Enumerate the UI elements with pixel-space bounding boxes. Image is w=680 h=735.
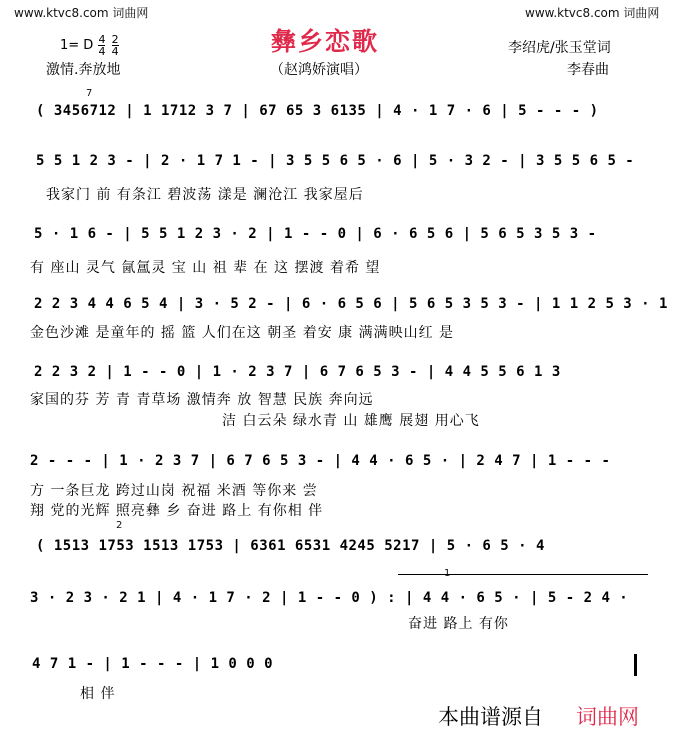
final-barline [634,654,637,676]
octave-mark-7: 7 [86,88,93,99]
tempo-marking: 激情.奔放地 [46,62,121,78]
notation-row-3: 5 · 1 6 - | 5 5 1 2 3 · 2 | 1 - - 0 | 6 · 6 5 6 | 5 6 5 3 5 3 - [34,226,597,242]
lyrics-row-8: 奋进 路上 有你 [408,616,509,632]
key-signature: 1= D [60,38,94,53]
notation-row-1: ( 3456712 | 1 1712 3 7 | 67 65 3 6135 | 4 · 1 7 · 6 | 5 - - - ) [36,103,599,119]
time-signature-2-4: $\frac{2}{4}$ [111,33,119,58]
footer-brand: 词曲网 [576,705,639,729]
notation-row-9: 4 7 1 - | 1 - - - | 1 0 0 0 [32,656,274,672]
lyrics-row-6b: 翔 党的光辉 照亮彝 乡 奋进 路上 有你相 伴 [30,503,324,519]
time-signature-block [60,34,120,57]
notation-row-4: 2 2 3 4 4 6 5 4 | 3 · 5 2 - | 6 · 6 5 6 | 5 6 5 3 5 3 - | 1 1 2 5 3 · 1 [34,296,668,312]
singer: （赵鸿娇演唱） [270,62,368,78]
time-signature-4-4: $\frac{4}{4}$ [98,33,106,58]
lyrics-row-9: 相 伴 [80,686,116,702]
song-title: 彝乡恋歌 [271,27,380,56]
lyricist: 李绍虎/张玉堂词 [508,40,611,56]
lyrics-row-2: 我家门 前 有条江 碧波荡 漾是 澜沧江 我家屋后 [46,187,364,203]
notation-row-8: 3 · 2 3 · 2 1 | 4 · 1 7 · 2 | 1 - - 0 ) : | 4 4 · 6 5 · | 5 - 2 4 · [30,590,629,606]
volta-bracket [398,574,648,575]
notation-row-7: ( 1513 1753 1513 1753 | 6361 6531 4245 5217 | 5 · 6 5 · 4 [36,538,545,554]
notation-row-2: 5 5 1 2 3 - | 2 · 1 7 1 - | 3 5 5 6 5 · 6 | 5 · 3 2 - | 3 5 5 6 5 - [36,153,635,169]
notation-row-5: 2 2 3 2 | 1 - - 0 | 1 · 2 3 7 | 6 7 6 5 3 - | 4 4 5 5 6 1 3 [34,364,561,380]
lyrics-row-4: 金色沙滩 是童年的 摇 篮 人们在这 朝圣 着安 康 满满映山红 是 [30,325,455,341]
site-watermark-right: www.ktvc8.com 词曲网 [525,6,660,20]
lyrics-row-6a: 方 一条巨龙 跨过山岗 祝福 米酒 等你来 尝 [30,483,318,499]
composer: 李春曲 [567,62,609,78]
notation-row-6: 2 - - - | 1 · 2 3 7 | 6 7 6 5 3 - | 4 4 · 6 5 · | 2 4 7 | 1 - - - [30,453,611,469]
lyrics-row-5a: 家国的芬 芳 青 青草场 激情奔 放 智慧 民族 奔向远 [30,392,374,408]
site-watermark-left: www.ktvc8.com 词曲网 [14,6,149,20]
footer-source-label: 本曲谱源自 [438,705,543,729]
lyrics-row-5b: 洁 白云朵 绿水青 山 雄鹰 展翅 用心飞 [222,413,480,429]
octave-mark-2: 2 [116,520,123,531]
lyrics-row-3: 有 座山 灵气 氤氲灵 宝 山 祖 辈 在 这 摆渡 着希 望 [30,260,381,276]
